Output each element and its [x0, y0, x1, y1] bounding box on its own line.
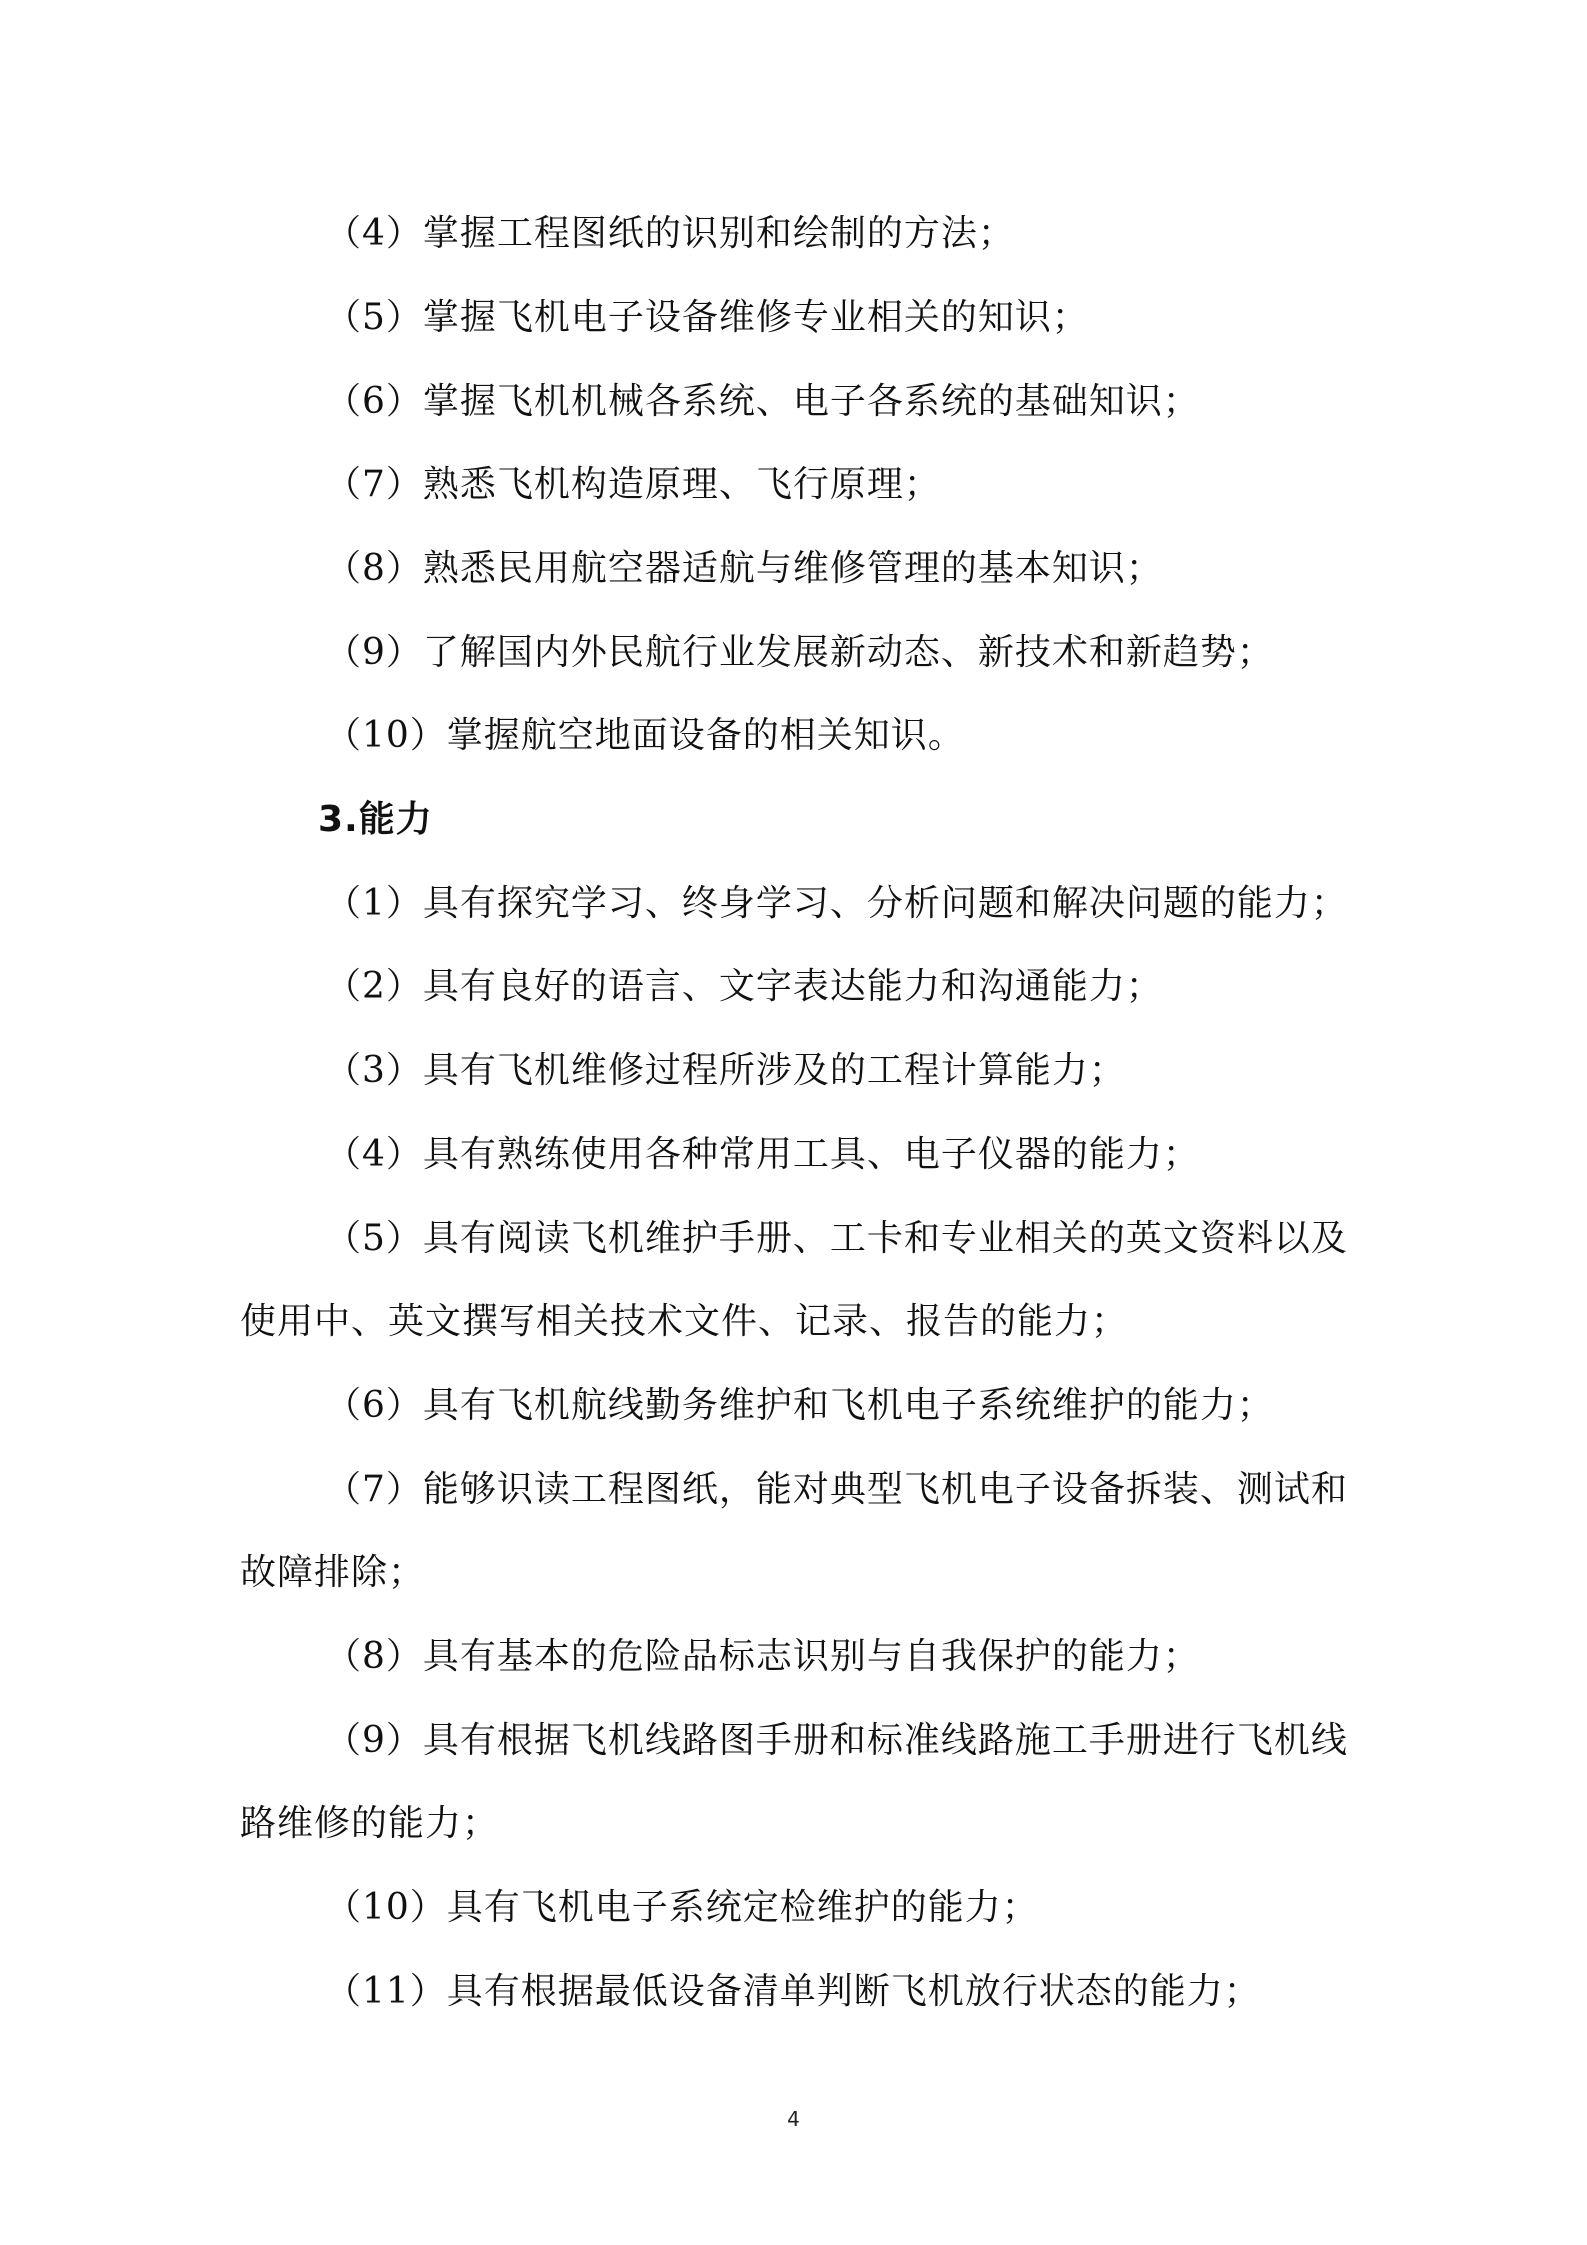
ability-item-7-continued: 故障排除；: [240, 1552, 426, 1593]
ability-item-10: （10）具有飞机电子系统定检维护的能力；: [325, 1887, 1039, 1928]
ability-item-7: （7）能够识读工程图纸，能对典型飞机电子设备拆装、测试和: [325, 1469, 1348, 1510]
section-heading-ability: 3.能力: [318, 799, 433, 840]
ability-item-11: （11）具有根据最低设备清单判断飞机放行状态的能力；: [325, 1971, 1261, 2012]
ability-item-1: （1）具有探究学习、终身学习、分析问题和解决问题的能力；: [325, 883, 1348, 924]
ability-item-5: （5）具有阅读飞机维护手册、工卡和专业相关的英文资料以及: [325, 1218, 1348, 1259]
knowledge-item-5: （5）掌握飞机电子设备维修专业相关的知识；: [325, 297, 1089, 338]
knowledge-item-6: （6）掌握飞机机械各系统、电子各系统的基础知识；: [325, 381, 1200, 422]
ability-item-3: （3）具有飞机维修过程所涉及的工程计算能力；: [325, 1050, 1126, 1091]
knowledge-item-9: （9）了解国内外民航行业发展新动态、新技术和新趋势；: [325, 632, 1274, 673]
knowledge-item-8: （8）熟悉民用航空器适航与维修管理的基本知识；: [325, 548, 1163, 589]
ability-item-5-continued: 使用中、英文撰写相关技术文件、记录、报告的能力；: [240, 1301, 1129, 1342]
knowledge-item-4: （4）掌握工程图纸的识别和绘制的方法；: [325, 213, 1015, 254]
ability-item-6: （6）具有飞机航线勤务维护和飞机电子系统维护的能力；: [325, 1385, 1274, 1426]
ability-item-8: （8）具有基本的危险品标志识别与自我保护的能力；: [325, 1636, 1200, 1677]
ability-item-9: （9）具有根据飞机线路图手册和标准线路施工手册进行飞机线: [325, 1720, 1348, 1761]
ability-item-2: （2）具有良好的语言、文字表达能力和沟通能力；: [325, 966, 1163, 1007]
ability-item-4: （4）具有熟练使用各种常用工具、电子仪器的能力；: [325, 1134, 1200, 1175]
knowledge-item-10: （10）掌握航空地面设备的相关知识。: [325, 715, 965, 756]
ability-item-9-continued: 路维修的能力；: [240, 1803, 500, 1844]
page-number: 4: [787, 2107, 800, 2131]
knowledge-item-7: （7）熟悉飞机构造原理、飞行原理；: [325, 464, 941, 505]
